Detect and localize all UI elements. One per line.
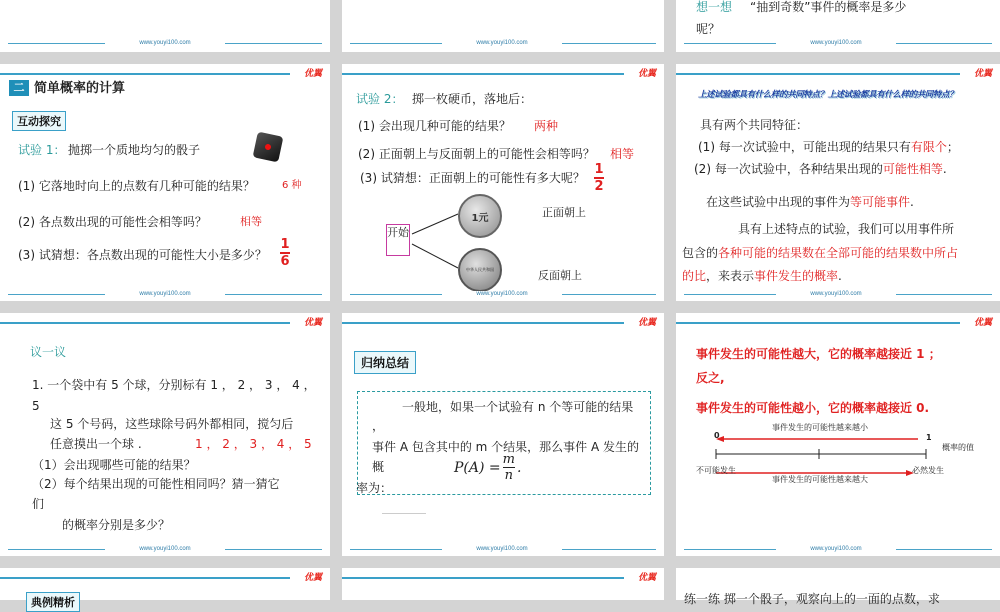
slide-2[interactable] bbox=[342, 0, 664, 52]
problem-line-2: 5 bbox=[32, 399, 40, 413]
dice-icon bbox=[253, 132, 284, 163]
feature-1 bbox=[698, 140, 959, 154]
slide-10[interactable] bbox=[0, 568, 330, 609]
summary-line-3: 事件 A 包含其中的 m 个结果，那么事件 A 发生的 bbox=[372, 440, 639, 454]
feature-2-highlight: 可能性相等 bbox=[882, 162, 943, 176]
formula-fraction bbox=[503, 453, 515, 482]
answer-1: 6 种 bbox=[282, 180, 302, 191]
equally-likely-text: 在这些试验中出现的事件为 bbox=[706, 195, 851, 209]
formula-denominator: n bbox=[504, 468, 513, 483]
problem-line-5: （1）会出现哪些可能的结果？ bbox=[32, 458, 196, 472]
question-3: (3) 试猜想：各点数出现的可能性大小是多少？ bbox=[18, 248, 267, 262]
footer-url: www.youyi100.com bbox=[105, 40, 225, 46]
footer-url: www.youyi100.com bbox=[776, 40, 896, 46]
banner-title: 上述试验都具有什么样的共同特点？上述试验都具有什么样的共同特点？ bbox=[698, 90, 958, 100]
fraction-numerator: 1 bbox=[280, 237, 290, 252]
think-text-2: 呢？ bbox=[696, 22, 721, 36]
footer-url: www.youyi100.com bbox=[442, 291, 562, 297]
summary-line-2: ， bbox=[372, 419, 385, 433]
trial-label: 试验 2： bbox=[356, 92, 404, 106]
brand-logo: 优翼 bbox=[637, 573, 656, 583]
top-bar bbox=[342, 322, 624, 324]
tag-summary: 归纳总结 bbox=[354, 351, 416, 374]
tree-lines bbox=[342, 64, 664, 301]
brand-logo: 优翼 bbox=[973, 318, 992, 328]
equally-likely-highlight: 等可能事件 bbox=[850, 195, 911, 209]
probability-scale bbox=[676, 313, 1000, 556]
problem-answer: 1 ， 2 ， 3 ， 4 ， 5 bbox=[195, 437, 312, 451]
question-1: (1) 它落地时向上的点数有几种可能的结果？ bbox=[18, 179, 255, 193]
feature-1-highlight: 有限个 bbox=[910, 140, 947, 154]
formula-lhs: P(A) = bbox=[454, 459, 501, 476]
problem-line-7: 们 bbox=[32, 497, 45, 511]
problem-line-8: 的概率分别是多少？ bbox=[62, 518, 171, 532]
summary-line-1: 一般地，如果一个试验有 n 个等可能的结果 bbox=[402, 400, 634, 414]
definition-line-2 bbox=[682, 246, 958, 260]
para-intro: 具有两个共同特征： bbox=[700, 118, 809, 132]
question-2: (2) 各点数出现的可能性会相等吗？ bbox=[18, 215, 207, 229]
top-bar bbox=[0, 577, 290, 579]
section-title: 简单概率的计算 bbox=[34, 81, 126, 96]
slide-1[interactable] bbox=[0, 0, 330, 52]
top-bar bbox=[676, 73, 960, 75]
feature-2-text: (2) 每一次试验中，各种结果出现的 bbox=[694, 162, 883, 176]
trial-text: 抛掷一个质地均匀的骰子 bbox=[68, 143, 201, 157]
brand-logo: 优翼 bbox=[637, 318, 656, 328]
slide-4[interactable] bbox=[0, 64, 330, 301]
problem-line-3: 这 5 个号码，这些球除号码外都相同，搅匀后 bbox=[50, 417, 294, 431]
problem-line-4: 任意摸出一个球 . bbox=[50, 437, 142, 451]
coin-back-icon bbox=[458, 248, 502, 292]
discuss-title: 议一议 bbox=[30, 345, 67, 359]
top-bar bbox=[0, 73, 290, 75]
brand-logo: 优翼 bbox=[973, 69, 992, 79]
certain-label: 必然发生 bbox=[912, 466, 944, 475]
top-bar bbox=[0, 322, 290, 324]
definition-line-1: 具有上述特点的试验，我们可以用事件所 bbox=[738, 222, 955, 236]
trial-text: 掷一枚硬币，落地后： bbox=[412, 92, 533, 106]
trial-label: 试验 1： bbox=[18, 143, 66, 157]
impossible-label: 不可能发生 bbox=[696, 466, 736, 475]
answer-2: 相等 bbox=[240, 215, 262, 228]
answer-2: 相等 bbox=[610, 147, 635, 161]
tag-interactive: 互动探究 bbox=[12, 111, 66, 131]
footer-url: www.youyi100.com bbox=[442, 546, 562, 552]
section-number: 二 bbox=[9, 80, 29, 96]
definition-2-text: 包含的 bbox=[682, 246, 719, 260]
problem-line-6: （2）每个结果出现的可能性相同吗？猜一猜它 bbox=[32, 477, 280, 491]
slide-5[interactable] bbox=[342, 64, 664, 301]
feature-1-text: (1) 每一次试验中，可能出现的结果只有 bbox=[698, 140, 911, 154]
formula-numerator: m bbox=[502, 452, 515, 467]
question-3: (3) 试猜想：正面朝上的可能性有多大呢？ bbox=[360, 171, 585, 185]
practice-line: 练一练 掷一个骰子，观察向上的一面的点数，求 bbox=[684, 592, 940, 606]
slide-8[interactable] bbox=[342, 313, 664, 556]
slide-7[interactable] bbox=[0, 313, 330, 556]
probability-formula bbox=[454, 453, 521, 482]
feature-2-end: . bbox=[942, 162, 947, 176]
slide-12[interactable] bbox=[676, 568, 1000, 606]
definition-3-text: ，来表示 bbox=[706, 269, 755, 283]
summary-line-5: 率为： bbox=[356, 481, 393, 495]
fraction-numerator: 1 bbox=[594, 162, 604, 177]
divider bbox=[382, 513, 426, 514]
equally-likely-line bbox=[706, 195, 914, 209]
heads-label: 正面朝上 bbox=[542, 206, 586, 219]
coin-front-icon bbox=[458, 194, 502, 238]
definition-2-highlight: 各种可能的结果数在全部可能的结果数中所占 bbox=[718, 246, 959, 260]
statement-3: 事件发生的可能性越小，它的概率越接近 0. bbox=[696, 401, 930, 415]
statement-1: 事件发生的可能性越大，它的概率越接近 1 ； bbox=[696, 347, 941, 361]
footer-url: www.youyi100.com bbox=[105, 546, 225, 552]
footer-url: www.youyi100.com bbox=[776, 546, 896, 552]
definition-line-3 bbox=[682, 269, 842, 283]
coin-back-text: 中华人民共和国 bbox=[466, 267, 494, 272]
brand-logo: 优翼 bbox=[303, 573, 322, 583]
footer-url: www.youyi100.com bbox=[442, 40, 562, 46]
answer-3-fraction bbox=[280, 238, 290, 268]
slide-11[interactable] bbox=[342, 568, 664, 600]
question-2: (2) 正面朝上与反面朝上的可能性会相等吗？ bbox=[358, 147, 595, 161]
problem-line-1: 1. 一个袋中有 5 个球，分别标有 1 ， 2 ， 3 ， 4 ， bbox=[32, 378, 316, 392]
formula-end: . bbox=[516, 459, 522, 476]
tag-example: 典例精析 bbox=[26, 592, 80, 612]
top-bar bbox=[342, 577, 624, 579]
brand-logo: 优翼 bbox=[303, 318, 322, 328]
think-label: 想一想 bbox=[696, 0, 733, 14]
fraction-denominator: 6 bbox=[280, 254, 290, 269]
statement-2: 反之, bbox=[696, 371, 725, 385]
footer-url: www.youyi100.com bbox=[776, 291, 896, 297]
slide-6[interactable] bbox=[676, 64, 1000, 301]
answer-1: 两种 bbox=[534, 119, 559, 133]
fraction-denominator: 2 bbox=[594, 179, 604, 194]
coin-front-text: 1元 bbox=[471, 212, 489, 224]
feature-2 bbox=[694, 162, 947, 176]
definition-3-end: . bbox=[838, 269, 842, 283]
slide-9[interactable] bbox=[676, 313, 1000, 556]
start-label: 开始 bbox=[387, 226, 409, 239]
top-arrow-label: 事件发生的可能性越来越小 bbox=[772, 423, 868, 432]
value-label: 概率的值 bbox=[942, 443, 974, 452]
feature-1-end: ； bbox=[946, 140, 959, 154]
summary-line-4: 概 bbox=[372, 460, 385, 474]
slide-3[interactable] bbox=[676, 0, 1000, 52]
scale-one: 1 bbox=[926, 433, 932, 442]
question-1: (1) 会出现几种可能的结果？ bbox=[358, 119, 511, 133]
tails-label: 反面朝上 bbox=[538, 269, 582, 282]
brand-logo: 优翼 bbox=[303, 69, 322, 79]
think-text: “抽到奇数”事件的概率是多少 bbox=[750, 0, 907, 14]
equally-likely-end: . bbox=[910, 195, 914, 209]
footer-url: www.youyi100.com bbox=[105, 291, 225, 297]
definition-3-highlight-b: 事件发生的概率 bbox=[754, 269, 839, 283]
bottom-arrow-label: 事件发生的可能性越来越大 bbox=[772, 475, 868, 484]
definition-3-highlight-a: 的比 bbox=[682, 269, 707, 283]
brand-logo: 优翼 bbox=[637, 69, 656, 79]
scale-zero: 0 bbox=[714, 431, 720, 440]
